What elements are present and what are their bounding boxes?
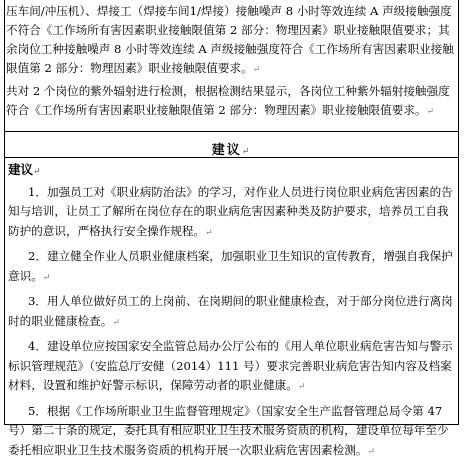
paragraph-mark: ↵ (426, 107, 435, 117)
suggestion-text: 3．用人单位做好员工的上岗前、在岗期间的职业健康检查，对于部分岗位进行离岗时的职业健康检查。 (8, 294, 453, 328)
suggestion-text: 4．建设单位应按国家安全监管总局办公厅公布的《用人单位职业病危害告知与警示标识管理规范》（安监总厅安健（2014）111 号）要求完善职业病危害告知内容及档案材料，设置和维护好警示标识，保障劳动者的职业健康。 (8, 339, 453, 392)
suggestion-item-1 (8, 183, 455, 244)
paragraph-mark: ↵ (42, 272, 51, 283)
paragraph-mark: ↵ (33, 167, 41, 177)
table-divider-bottom (4, 157, 459, 158)
paragraph-mark: ↵ (205, 227, 213, 238)
paragraph-mark: ↵ (112, 317, 120, 328)
uv-result-text: 共对 2 个岗位的紫外辐射进行检测，根据检测结果显示，各岗位工种紫外辐射接触强度符合《工作场所有害因素职业接触限值第 2 部分：物理因素》职业接触限值要求。 (6, 84, 450, 117)
table-divider-top (4, 131, 459, 132)
section-title (4, 139, 459, 158)
section-title-text: 建议 (211, 143, 242, 158)
suggestion-text: 2．建立健全作业人员职业健康档案，加强职业卫生知识的宣传教育，增强自我保护意识。 (8, 249, 453, 283)
uv-result-paragraph (6, 82, 455, 122)
suggestions-lead-text: 建议 (8, 162, 34, 177)
paragraph-mark: ↵ (252, 65, 261, 75)
results-text-block (6, 2, 455, 122)
suggestion-item-4 (8, 337, 455, 398)
paragraph-mark: ↵ (297, 382, 306, 392)
suggestion-text: 5．根据《工作场所职业卫生监督管理规定》（国家安全生产监督管理总局令第 47 号）第二十条的规定，委托具有相应职业卫生技术服务资质的机构，建设单位每年至少委托相应职业卫生技术服务资质的机构开展一次职业病危害因素检测。 (8, 403, 449, 457)
suggestions-block (8, 160, 455, 466)
paragraph-mark: ↵ (241, 147, 252, 157)
noise-result-paragraph (6, 2, 455, 80)
paragraph-mark: ↵ (367, 446, 375, 457)
suggestion-item-5 (8, 402, 455, 463)
suggestion-text: 1．加强员工对《职业病防治法》的学习，对作业人员进行岗位职业病危害因素的告知与培训，让员工了解所在岗位存在的职业病危害因素种类及防护要求，培养员工自我防护的意识，严格执行安全操作规程。 (8, 184, 453, 238)
noise-result-text: 压车间/冲压机）、焊接工（焊接车间1/焊接）接触噪声 8 小时等效连续 A 声级接触强度不符合《工作场所有害因素职业接触限值第 2 部分：物理因素》职业接触限值要求；其余岗位工种接触噪声 8 小时等效连续 A 声级接触强度符合《工作场所有害因素职业接触限值第 2 部分：物理因素》职业接触限值要求。 (6, 4, 454, 75)
suggestions-lead (8, 160, 455, 183)
suggestion-item-3 (8, 292, 455, 333)
suggestion-item-2 (8, 247, 455, 288)
